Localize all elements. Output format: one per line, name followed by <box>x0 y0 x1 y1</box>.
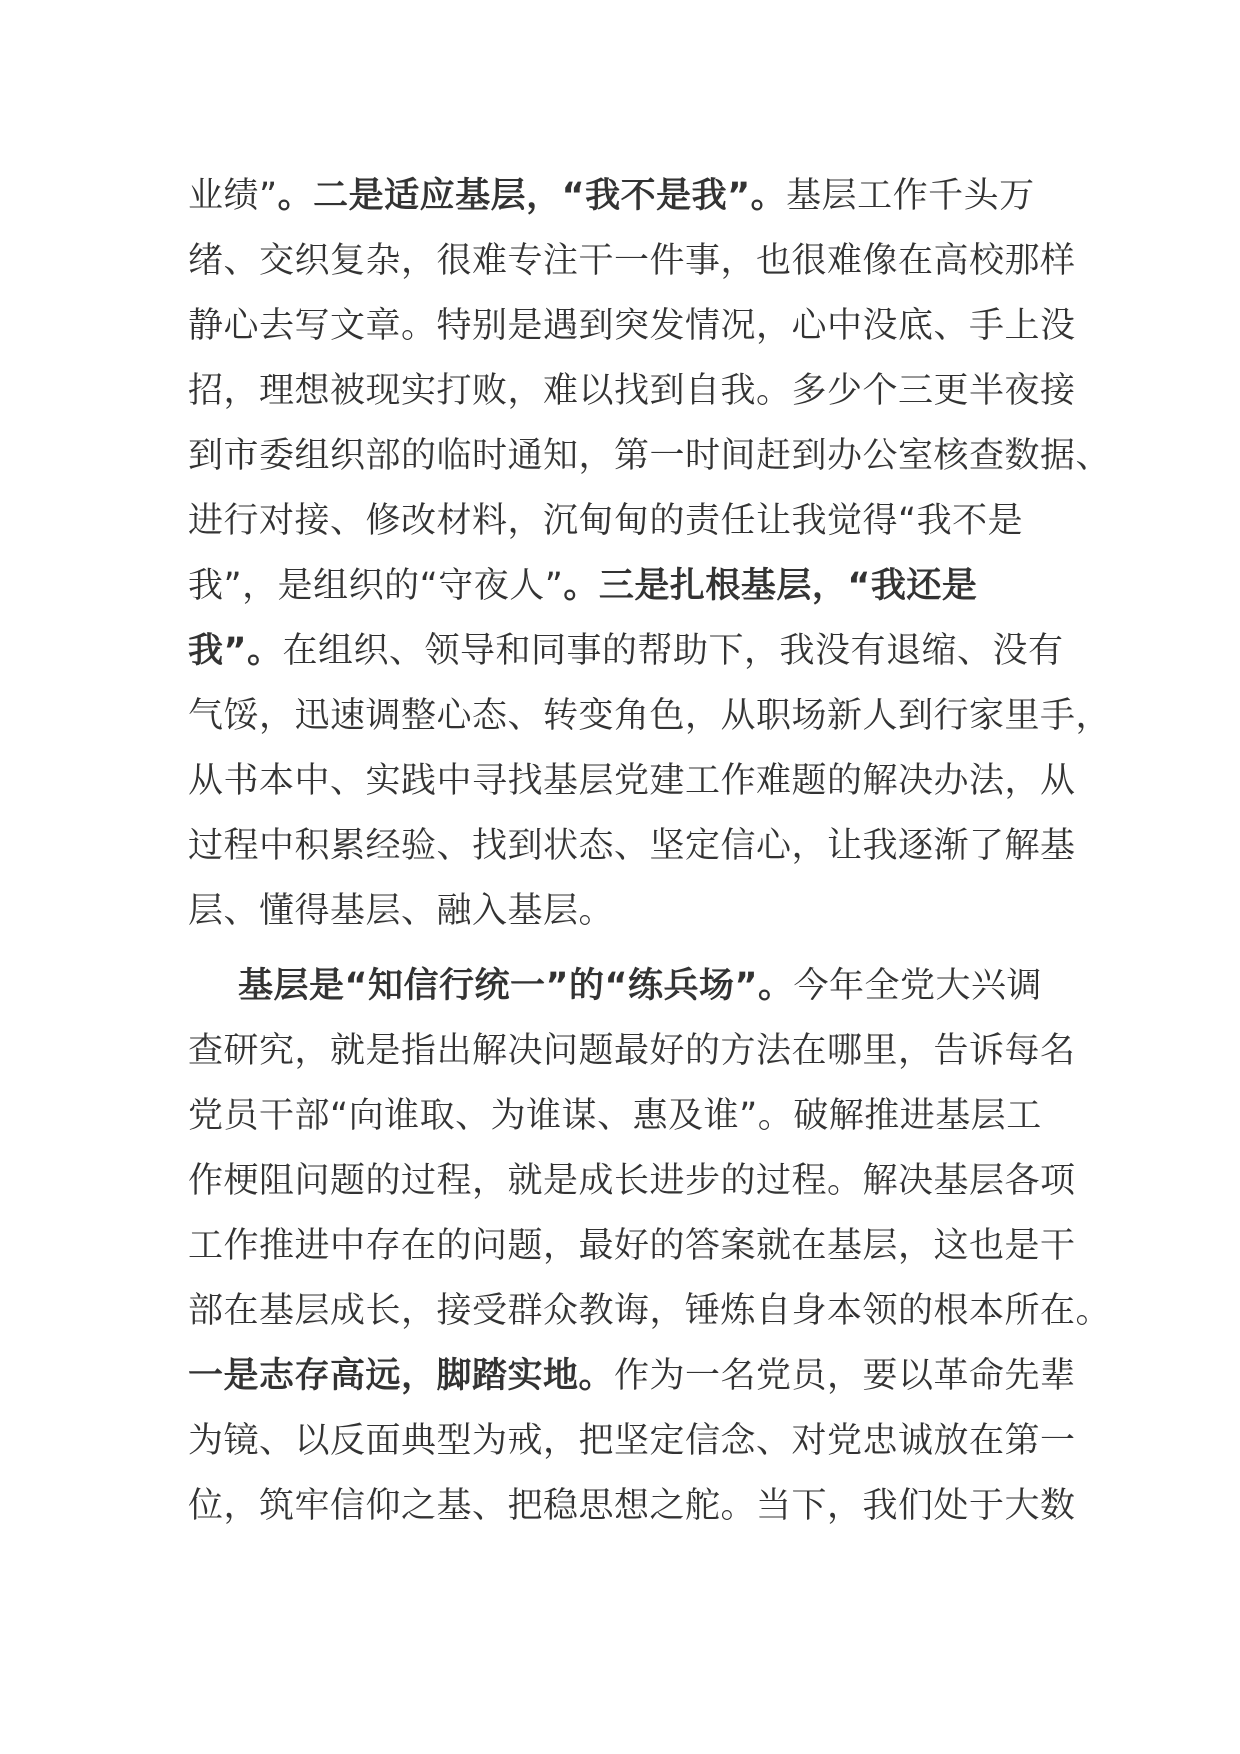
bold-heading: 我”。 <box>188 631 283 671</box>
text-run: 静心去写文章。特别是遇到突发情况，心中没底、手上没 <box>188 306 1076 346</box>
text-run: 绪、交织复杂，很难专注干一件事，也很难像在高校那样 <box>188 241 1076 281</box>
text-run: 作为一名党员，要以革命先辈 <box>614 1356 1076 1396</box>
text-run: 过程中积累经验、找到状态、坚定信心，让我逐渐了解基 <box>188 826 1076 866</box>
text-line <box>188 554 1088 619</box>
text-line <box>188 424 1112 489</box>
text-line <box>188 229 1088 294</box>
text-run: 气馁，迅速调整心态、转变角色，从职场新人到行家里手， <box>188 696 1112 736</box>
bold-heading: 一是志存高远，脚踏实地。 <box>188 1356 615 1396</box>
text-run: 业绩” <box>188 176 278 216</box>
text-line <box>188 1474 1088 1539</box>
bold-heading: 。二是适应基层，“我不是我”。 <box>277 176 787 216</box>
document-body <box>188 164 1112 1539</box>
text-run: 位，筑牢信仰之基、把稳思想之舵。当下，我们处于大数 <box>188 1486 1076 1526</box>
text-line <box>188 619 1088 684</box>
bold-heading: 基层是“知信行统一”的“练兵场”。 <box>238 966 794 1006</box>
text-run: 部在基层成长，接受群众教诲，锤炼自身本领的根本所在。 <box>188 1291 1112 1331</box>
text-run: 为镜、以反面典型为戒，把坚定信念、对党忠诚放在第一 <box>188 1421 1076 1461</box>
text-line <box>188 1279 1112 1344</box>
text-line <box>188 1149 1088 1214</box>
text-line <box>188 814 1088 879</box>
text-run: 基层工作千头万 <box>786 176 1035 216</box>
text-line <box>188 164 1088 229</box>
text-line <box>188 684 1112 749</box>
bold-heading: 。三是扎根基层，“我还是 <box>563 566 978 606</box>
text-line <box>188 879 1088 944</box>
text-line <box>188 1344 1088 1409</box>
text-line <box>188 1409 1088 1474</box>
text-run: 工作推进中存在的问题，最好的答案就在基层，这也是干 <box>188 1226 1076 1266</box>
text-line <box>188 294 1088 359</box>
text-line <box>188 489 1088 554</box>
text-run: 今年全党大兴调 <box>793 966 1043 1006</box>
text-run: 在组织、领导和同事的帮助下，我没有退缩、没有 <box>282 631 1064 671</box>
text-run: 从书本中、实践中寻找基层党建工作难题的解决办法，从 <box>188 761 1076 801</box>
text-line <box>188 749 1088 814</box>
text-line <box>188 1019 1088 1084</box>
text-run: 作梗阻问题的过程，就是成长进步的过程。解决基层各项 <box>188 1161 1076 1201</box>
text-run: 层、懂得基层、融入基层。 <box>188 891 615 931</box>
text-run: 进行对接、修改材料，沉甸甸的责任让我觉得“我不是 <box>188 501 1024 541</box>
text-run: 我”，是组织的“守夜人” <box>188 566 564 606</box>
text-run: 到市委组织部的临时通知，第一时间赶到办公室核查数据、 <box>188 436 1112 476</box>
text-run: 招，理想被现实打败，难以找到自我。多少个三更半夜接 <box>188 371 1076 411</box>
text-line <box>188 954 1088 1019</box>
text-line <box>188 359 1088 424</box>
text-run: 查研究，就是指出解决问题最好的方法在哪里，告诉每名 <box>188 1031 1076 1071</box>
text-run: 党员干部“向谁取、为谁谋、惠及谁”。破解推进基层工 <box>188 1096 1042 1136</box>
text-line <box>188 1084 1088 1149</box>
text-line <box>188 1214 1088 1279</box>
